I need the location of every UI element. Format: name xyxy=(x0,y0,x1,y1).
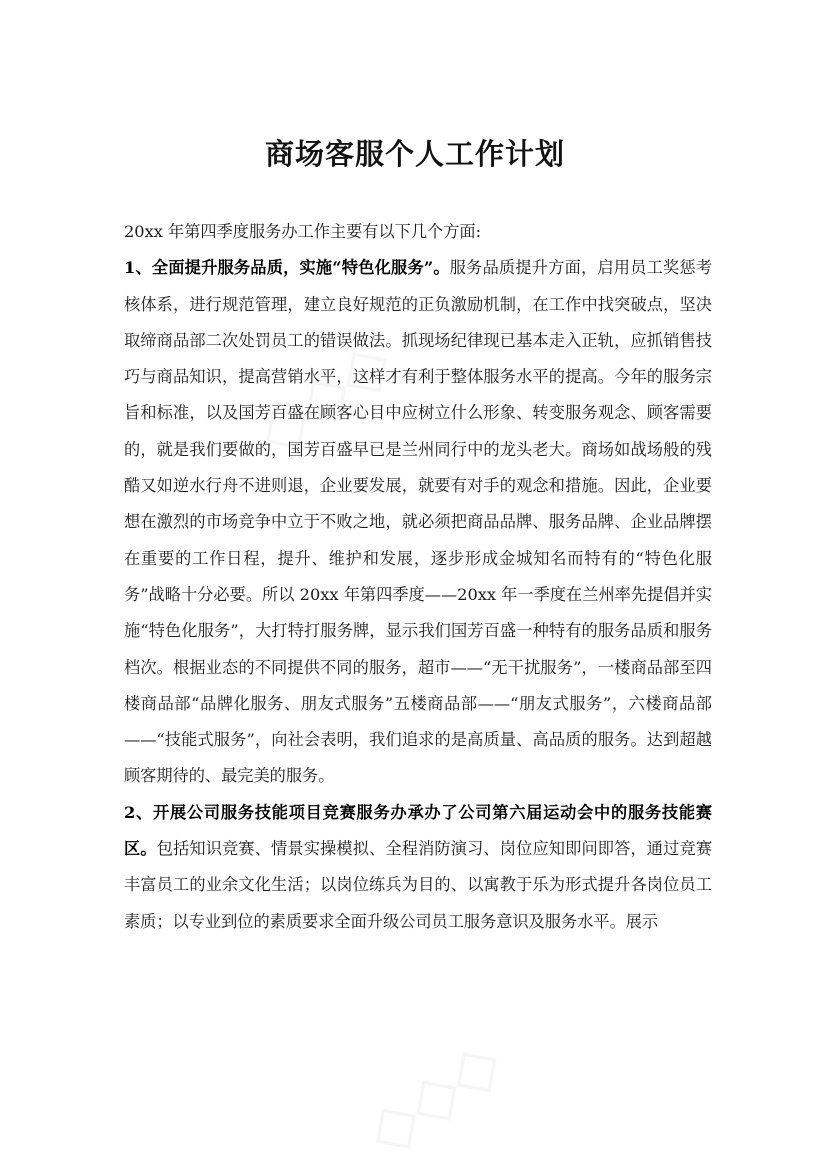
section-1-paragraph xyxy=(124,250,712,794)
document-title: 商场客服个人工作计划 xyxy=(264,137,565,172)
document-body xyxy=(124,214,712,940)
section-1-heading: 1、全面提升服务品质，实施“特色化服务”。 xyxy=(124,258,450,278)
section-2-paragraph xyxy=(124,795,712,940)
watermark: ◇◇◇ xyxy=(242,324,406,470)
intro-paragraph: 20xx 年第四季度服务办工作主要有以下几个方面: xyxy=(124,222,482,241)
section-2-heading: 2、开展公司服务技能项目竞赛服务办承办了公司第六届运动会中的服务技能赛区。 xyxy=(124,802,712,859)
section-2-text: 包括知识竞赛、情景实操模拟、全程消防演习、岗位应知即问即答，通过竞赛丰富员工的业余文化生活；以岗位练兵为目的、以寓教于乐为形式提升各岗位员工素质；以专业到位的素质要求全面升级公司员工服务意识及服务水平。展示 xyxy=(124,839,713,931)
section-1-text: 服务品质提升方面，启用员工奖惩考核体系，进行规范管理，建立良好规范的正负激励机制，在工作中找突破点，坚决取缔商品部二次处罚员工的错误做法。抓现场纪律现已基本走入正轨，应抓销售技巧与商品知识，提高营销水平，这样才有利于整体服务水平的提高。今年的服务宗旨和标准，以及国芳百盛在顾客心目中应树立什么形象、转变服务观念、顾客需要的，就是我们要做的，国芳百盛早已是兰州同行中的龙头老大。商场如战场般的残酷又如逆水行舟不进则退，企业要发展，就要有对手的观念和措施。因此，企业要想在激烈的市场竞争中立于不败之地，就必须把商品品牌、服务品牌、企业品牌摆在重要的工作日程，提升、维护和发展，逐步形成金城知名而特有的“特色化服务”战略十分必要。所以 20xx 年第四季度——20xx 年一季度在兰州率先提倡并实施“特色化服务”，大打特打服务牌，显示我们国芳百盛一种特有的服务品质和服务档次。根据业态的不同提供不同的服务，超市——“无干扰服务”，一楼商品部至四楼商品部“品牌化服务、朋友式服务”五楼商品部——“朋友式服务”，六楼商品部——“技能式服务”，向社会表明，我们追求的是高质量、高品质的服务。达到超越顾客期待的、最完美的服务。 xyxy=(124,258,713,786)
watermark: ◇◇◇ xyxy=(352,1024,516,1170)
